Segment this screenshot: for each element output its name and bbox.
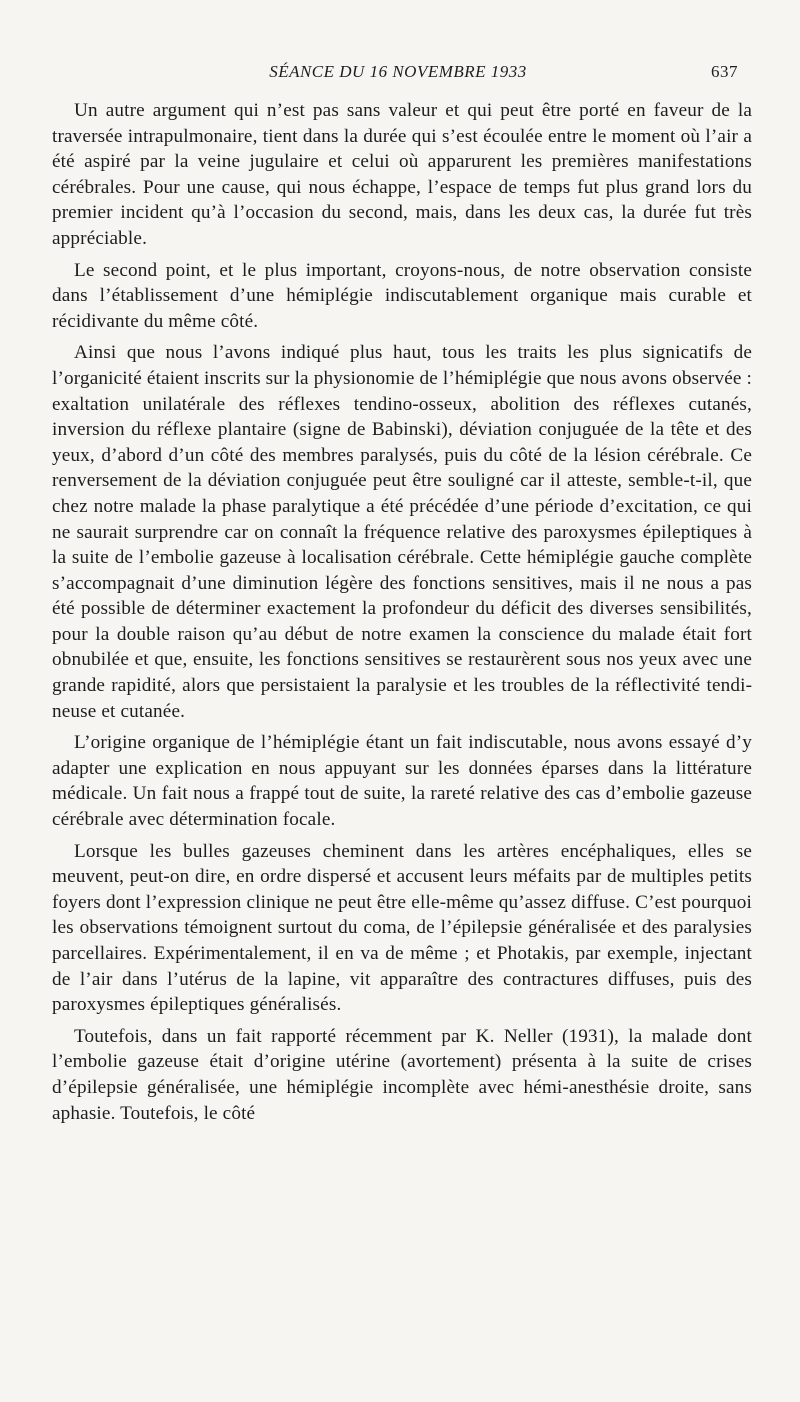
running-head <box>52 62 744 86</box>
paragraph-4: L’origine organique de l’hémiplégie étant un fait indiscutable, nous avons essayé d’y adapter une explication en nous appuyant sur les données éparses dans la littérature médicale. Un fait nous a frappé tout de suite, la rareté relative des cas d’embolie gazeuse cérébrale avec détermination focale. <box>52 732 752 831</box>
paragraph-3: Ainsi que nous l’avons indiqué plus haut, tous les traits les plus signicatifs de l’organicité étaient inscrits sur la physionomie de l’hémiplégie que nous avons observée : exaltation unilatérale des réflexes tendino-osseux, abolition des réflexes cutanés, inversion du réflexe plantaire (signe de Babinski), déviation conjuguée de la tête et des yeux, d’abord d’un côté des membres paralysés, puis du côté de la lésion cérébrale. Ce renversement de la déviation conjuguée peut être souligné car il atteste, semble-t-il, que chez notre malade la phase paralytique a été précédée d’une période d’excitation, ce qui ne saurait surprendre car on connaît la fréquence relative des paroxysmes épileptiques à la suite de l’embolie gazeuse à localisation cérébrale. Cette hémiplégie gauche complète s’accompagnait d’une diminution légère des fonctions sensitives, mais il ne nous a pas été possible de déterminer exactement la profondeur du déficit des diverses sensibilités, pour la double raison qu’au début de notre examen la conscience du malade était fort obnubilée et que, ensuite, les fonctions sensitives se restaurèrent sous nos yeux avec une grande rapidité, alors que persistaient la paralysie et les troubles de la réflectivité tendineuse et cutanée. <box>52 342 752 722</box>
paragraph-6: Toutefois, dans un fait rapporté récemment par K. Neller (1931), la malade dont l’embolie gazeuse était d’origine utérine (avortement) présenta à la suite de crises d’épilepsie généralisée, une hémiplégie incomplète avec hémi-anesthésie droite, sans aphasie. Toutefois, le côté <box>52 1025 752 1124</box>
paragraph-5: Lorsque les bulles gazeuses cheminent dans les artères encéphaliques, elles se meuvent, peut-on dire, en ordre dispersé et accusent leurs méfaits par de multiples petits foyers dont l’expression clinique ne peut être elle-même qu’assez diffuse. C’est pourquoi les observations témoignent surtout du coma, de l’épilepsie généralisée et des paralysies parcellaires. Expérimentalement, il en va de même ; et Photakis, par exemple, injectant de l’air dans l’utérus de la lapine, vit apparaître des contractures diffuses, puis des paroxysmes épileptiques généralisés. <box>52 840 752 1016</box>
page-number: 637 <box>711 62 738 81</box>
paragraph-2: Le second point, et le plus important, croyons-nous, de notre observation consiste dans l’établissement d’une hémiplégie indiscutablement organique mais curable et récidivante du même côté. <box>52 259 752 332</box>
paragraph-1: Un autre argument qui n’est pas sans valeur et qui peut être porté en faveur de la traversée intrapulmonaire, tient dans la durée qui s’est écoulée entre le moment où l’air a été aspiré par la veine jugulaire et celui où apparurent les premières manifestations cérébrales. Pour une cause, qui nous échappe, l’espace de temps fut plus grand lors du premier incident qu’à l’occasion du second, mais, dans les deux cas, la durée fut très appréciable. <box>52 100 752 249</box>
body-text <box>52 98 752 1132</box>
running-head-title: SÉANCE DU 16 NOVEMBRE 1933 <box>269 62 527 81</box>
